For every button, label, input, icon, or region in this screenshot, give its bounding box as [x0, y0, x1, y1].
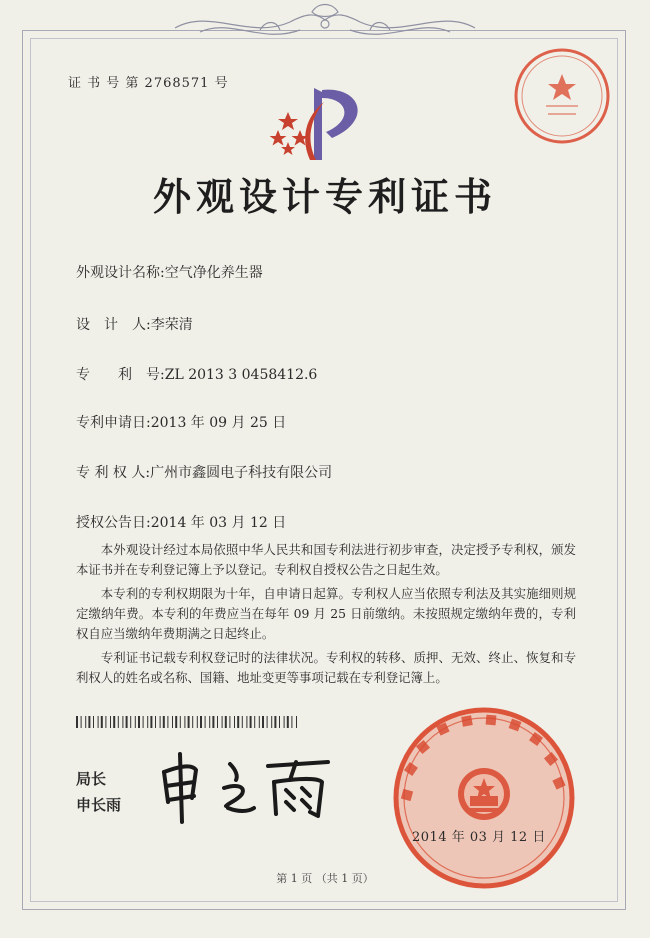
agency-seal-icon [510, 44, 614, 148]
certificate-title: 外观设计专利证书 [152, 175, 497, 219]
signature-icon [150, 748, 340, 828]
field-value: 2014 年 03 月 12 日 [150, 515, 287, 531]
seal-date: 2014 年 03 月 12 日 [412, 830, 546, 845]
cert-number-label: 证 书 号 第 [68, 76, 140, 91]
certificate-number [68, 72, 229, 91]
field-label: 专 利 权 人: [76, 465, 151, 481]
field-grant-date [76, 512, 286, 532]
field-label: 授权公告日: [76, 515, 151, 531]
field-designer [76, 314, 193, 334]
field-value: 2013 年 09 月 25 日 [150, 415, 287, 431]
field-patentee [76, 462, 332, 482]
field-label: 专 利 号: [76, 367, 165, 383]
field-value: 广州市鑫圆电子科技有限公司 [150, 465, 333, 481]
cert-number-suffix: 号 [214, 76, 229, 91]
field-patent-number [76, 364, 317, 384]
paragraph: 本专利的专利权期限为十年，自申请日起算。专利权人应当依照专利法及其实施细则规定缴纳年费。本专利的年费应当在每年 09 月 25 日前缴纳。未按照规定缴纳年费的，专利权自应当缴纳年费期满之日起终止。 [76, 586, 576, 641]
field-label: 外观设计名称: [76, 265, 165, 281]
paragraph: 本外观设计经过本局依照中华人民共和国专利法进行初步审查，决定授予专利权，颁发本证书并在专利登记簿上予以登记。专利权自授权公告之日起生效。 [76, 542, 576, 577]
barcode-icon [76, 716, 298, 728]
field-design-name [76, 262, 263, 282]
national-seal-icon [388, 702, 580, 894]
patent-office-logo-icon [270, 80, 380, 168]
paragraph: 专利证书记载专利权登记时的法律状况。专利权的转移、质押、无效、终止、恢复和专利权人的姓名或名称、国籍、地址变更等事项记载在专利登记簿上。 [76, 650, 576, 685]
field-label: 专利申请日: [76, 415, 151, 431]
cert-number-value: 2768571 [144, 76, 210, 91]
field-label: 设 计 人: [76, 317, 151, 333]
field-value: 李荣清 [150, 317, 193, 333]
page-number: 第 1 页 （共 1 页） [276, 872, 374, 885]
field-application-date [76, 412, 286, 432]
field-value: 空气净化养生器 [164, 265, 263, 281]
certificate-body [76, 540, 576, 692]
director-name: 申长雨 [76, 796, 122, 814]
director-title: 局长 [76, 770, 107, 788]
field-value: ZL 2013 3 0458412.6 [164, 367, 318, 383]
